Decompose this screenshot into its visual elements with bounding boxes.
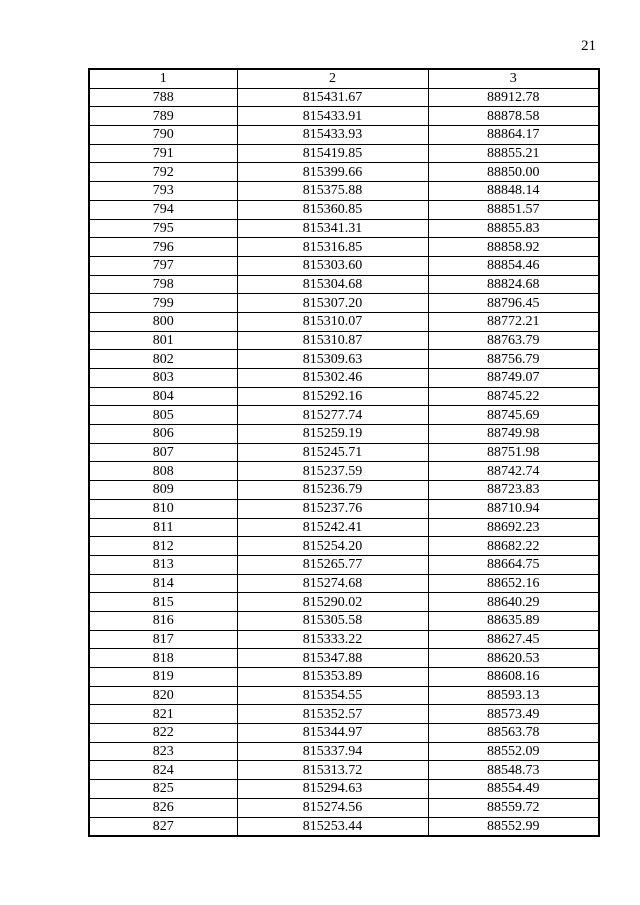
y-coordinate-cell: 88756.79: [428, 350, 599, 369]
y-coordinate-cell: 88763.79: [428, 331, 599, 350]
table-row: [89, 705, 599, 724]
table-row: [89, 555, 599, 574]
table-row: [89, 238, 599, 257]
table-row: [89, 369, 599, 388]
point-number-cell: 800: [89, 312, 237, 331]
y-coordinate-cell: 88552.99: [428, 817, 599, 836]
table-row: [89, 686, 599, 705]
x-coordinate-cell: 815337.94: [237, 742, 428, 761]
point-number-cell: 808: [89, 462, 237, 481]
x-coordinate-cell: 815313.72: [237, 761, 428, 780]
point-number-cell: 823: [89, 742, 237, 761]
point-number-cell: 819: [89, 668, 237, 687]
point-number-cell: 797: [89, 256, 237, 275]
y-coordinate-cell: 88878.58: [428, 107, 599, 126]
table-row: [89, 144, 599, 163]
table-row: [89, 312, 599, 331]
x-coordinate-cell: 815344.97: [237, 724, 428, 743]
point-number-cell: 825: [89, 780, 237, 799]
point-number-cell: 791: [89, 144, 237, 163]
point-number-cell: 824: [89, 761, 237, 780]
point-number-cell: 817: [89, 630, 237, 649]
column-header-1: 1: [89, 69, 237, 88]
point-number-cell: 790: [89, 126, 237, 145]
point-number-cell: 803: [89, 369, 237, 388]
table-row: [89, 425, 599, 444]
x-coordinate-cell: 815302.46: [237, 369, 428, 388]
x-coordinate-cell: 815310.07: [237, 312, 428, 331]
table-header: [89, 69, 599, 88]
point-number-cell: 805: [89, 406, 237, 425]
point-number-cell: 789: [89, 107, 237, 126]
x-coordinate-cell: 815254.20: [237, 537, 428, 556]
point-number-cell: 812: [89, 537, 237, 556]
table-row: [89, 724, 599, 743]
y-coordinate-cell: 88682.22: [428, 537, 599, 556]
x-coordinate-cell: 815274.68: [237, 574, 428, 593]
y-coordinate-cell: 88635.89: [428, 611, 599, 630]
y-coordinate-cell: 88559.72: [428, 798, 599, 817]
y-coordinate-cell: 88749.98: [428, 425, 599, 444]
table-body: [89, 88, 599, 836]
y-coordinate-cell: 88710.94: [428, 499, 599, 518]
x-coordinate-cell: 815305.58: [237, 611, 428, 630]
y-coordinate-cell: 88573.49: [428, 705, 599, 724]
point-number-cell: 827: [89, 817, 237, 836]
table-row: [89, 294, 599, 313]
point-number-cell: 822: [89, 724, 237, 743]
y-coordinate-cell: 88563.78: [428, 724, 599, 743]
table-row: [89, 630, 599, 649]
point-number-cell: 795: [89, 219, 237, 238]
x-coordinate-cell: 815242.41: [237, 518, 428, 537]
table-row: [89, 256, 599, 275]
table-row: [89, 817, 599, 836]
table-row: [89, 163, 599, 182]
table-row: [89, 499, 599, 518]
x-coordinate-cell: 815333.22: [237, 630, 428, 649]
y-coordinate-cell: 88745.22: [428, 387, 599, 406]
y-coordinate-cell: 88640.29: [428, 593, 599, 612]
table-row: [89, 462, 599, 481]
table-row: [89, 275, 599, 294]
point-number-cell: 799: [89, 294, 237, 313]
x-coordinate-cell: 815253.44: [237, 817, 428, 836]
y-coordinate-cell: 88824.68: [428, 275, 599, 294]
table-row: [89, 443, 599, 462]
table-row: [89, 668, 599, 687]
x-coordinate-cell: 815307.20: [237, 294, 428, 313]
x-coordinate-cell: 815341.31: [237, 219, 428, 238]
y-coordinate-cell: 88548.73: [428, 761, 599, 780]
point-number-cell: 809: [89, 481, 237, 500]
table-row: [89, 331, 599, 350]
x-coordinate-cell: 815294.63: [237, 780, 428, 799]
table-row: [89, 798, 599, 817]
x-coordinate-cell: 815259.19: [237, 425, 428, 444]
point-number-cell: 810: [89, 499, 237, 518]
y-coordinate-cell: 88652.16: [428, 574, 599, 593]
x-coordinate-cell: 815316.85: [237, 238, 428, 257]
y-coordinate-cell: 88620.53: [428, 649, 599, 668]
table-row: [89, 611, 599, 630]
x-coordinate-cell: 815236.79: [237, 481, 428, 500]
y-coordinate-cell: 88664.75: [428, 555, 599, 574]
column-header-3: 3: [428, 69, 599, 88]
x-coordinate-cell: 815237.76: [237, 499, 428, 518]
y-coordinate-cell: 88912.78: [428, 88, 599, 107]
table-row: [89, 481, 599, 500]
y-coordinate-cell: 88593.13: [428, 686, 599, 705]
x-coordinate-cell: 815353.89: [237, 668, 428, 687]
point-number-cell: 815: [89, 593, 237, 612]
point-number-cell: 801: [89, 331, 237, 350]
point-number-cell: 806: [89, 425, 237, 444]
point-number-cell: 816: [89, 611, 237, 630]
table-row: [89, 537, 599, 556]
table-row: [89, 182, 599, 201]
x-coordinate-cell: 815274.56: [237, 798, 428, 817]
header-row: [89, 69, 599, 88]
table-row: [89, 88, 599, 107]
y-coordinate-cell: 88864.17: [428, 126, 599, 145]
x-coordinate-cell: 815352.57: [237, 705, 428, 724]
table-row: [89, 350, 599, 369]
y-coordinate-cell: 88627.45: [428, 630, 599, 649]
point-number-cell: 804: [89, 387, 237, 406]
x-coordinate-cell: 815310.87: [237, 331, 428, 350]
y-coordinate-cell: 88851.57: [428, 200, 599, 219]
coordinates-table: [88, 68, 600, 837]
x-coordinate-cell: 815277.74: [237, 406, 428, 425]
point-number-cell: 813: [89, 555, 237, 574]
x-coordinate-cell: 815303.60: [237, 256, 428, 275]
x-coordinate-cell: 815304.68: [237, 275, 428, 294]
point-number-cell: 811: [89, 518, 237, 537]
x-coordinate-cell: 815265.77: [237, 555, 428, 574]
point-number-cell: 798: [89, 275, 237, 294]
table-row: [89, 406, 599, 425]
y-coordinate-cell: 88692.23: [428, 518, 599, 537]
y-coordinate-cell: 88796.45: [428, 294, 599, 313]
y-coordinate-cell: 88751.98: [428, 443, 599, 462]
x-coordinate-cell: 815375.88: [237, 182, 428, 201]
x-coordinate-cell: 815309.63: [237, 350, 428, 369]
point-number-cell: 807: [89, 443, 237, 462]
y-coordinate-cell: 88855.83: [428, 219, 599, 238]
y-coordinate-cell: 88745.69: [428, 406, 599, 425]
table-row: [89, 126, 599, 145]
x-coordinate-cell: 815237.59: [237, 462, 428, 481]
page-number: 21: [581, 38, 596, 54]
table-row: [89, 649, 599, 668]
x-coordinate-cell: 815290.02: [237, 593, 428, 612]
y-coordinate-cell: 88554.49: [428, 780, 599, 799]
table-row: [89, 742, 599, 761]
y-coordinate-cell: 88608.16: [428, 668, 599, 687]
point-number-cell: 814: [89, 574, 237, 593]
y-coordinate-cell: 88848.14: [428, 182, 599, 201]
x-coordinate-cell: 815292.16: [237, 387, 428, 406]
table-row: [89, 574, 599, 593]
y-coordinate-cell: 88858.92: [428, 238, 599, 257]
table-row: [89, 387, 599, 406]
y-coordinate-cell: 88742.74: [428, 462, 599, 481]
table-row: [89, 107, 599, 126]
x-coordinate-cell: 815433.91: [237, 107, 428, 126]
table-row: [89, 780, 599, 799]
point-number-cell: 820: [89, 686, 237, 705]
y-coordinate-cell: 88850.00: [428, 163, 599, 182]
point-number-cell: 788: [89, 88, 237, 107]
y-coordinate-cell: 88855.21: [428, 144, 599, 163]
x-coordinate-cell: 815419.85: [237, 144, 428, 163]
x-coordinate-cell: 815399.66: [237, 163, 428, 182]
y-coordinate-cell: 88749.07: [428, 369, 599, 388]
table-row: [89, 593, 599, 612]
point-number-cell: 826: [89, 798, 237, 817]
x-coordinate-cell: 815433.93: [237, 126, 428, 145]
x-coordinate-cell: 815245.71: [237, 443, 428, 462]
table-row: [89, 219, 599, 238]
table-row: [89, 518, 599, 537]
y-coordinate-cell: 88552.09: [428, 742, 599, 761]
point-number-cell: 792: [89, 163, 237, 182]
x-coordinate-cell: 815360.85: [237, 200, 428, 219]
table-row: [89, 761, 599, 780]
point-number-cell: 802: [89, 350, 237, 369]
point-number-cell: 821: [89, 705, 237, 724]
point-number-cell: 818: [89, 649, 237, 668]
y-coordinate-cell: 88772.21: [428, 312, 599, 331]
point-number-cell: 793: [89, 182, 237, 201]
y-coordinate-cell: 88723.83: [428, 481, 599, 500]
x-coordinate-cell: 815354.55: [237, 686, 428, 705]
y-coordinate-cell: 88854.46: [428, 256, 599, 275]
column-header-2: 2: [237, 69, 428, 88]
x-coordinate-cell: 815347.88: [237, 649, 428, 668]
x-coordinate-cell: 815431.67: [237, 88, 428, 107]
point-number-cell: 796: [89, 238, 237, 257]
point-number-cell: 794: [89, 200, 237, 219]
table-row: [89, 200, 599, 219]
